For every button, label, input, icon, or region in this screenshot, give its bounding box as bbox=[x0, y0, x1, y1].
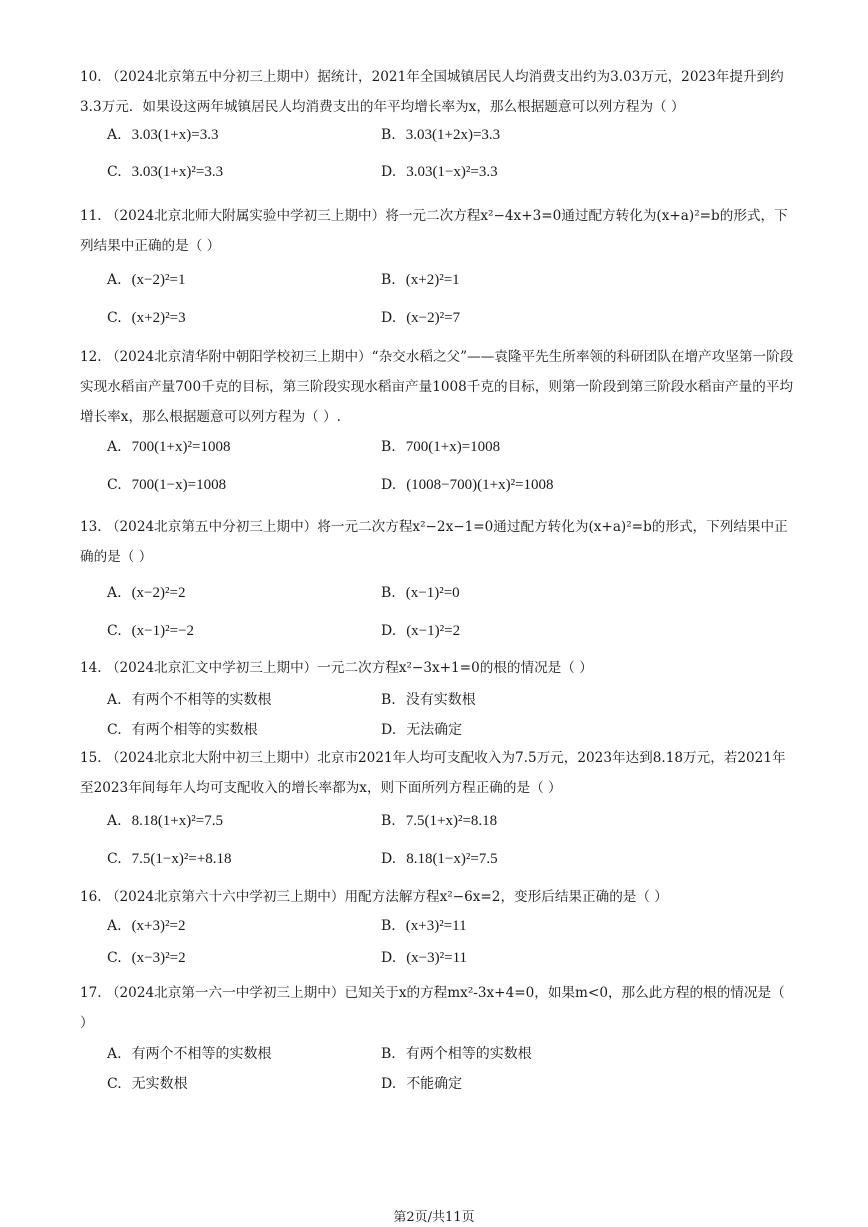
option-text: 700(1+x)=1008 bbox=[405, 439, 501, 455]
option-b bbox=[381, 439, 500, 456]
option-d bbox=[381, 623, 460, 640]
option-label: D. bbox=[381, 310, 397, 326]
option-text: (x−1)²=2 bbox=[406, 623, 461, 639]
option-d bbox=[381, 310, 460, 327]
question-stem: 12. （2024北京清华附中朝阳学校初三上期中）“杂交水稻之父”——袁隆平先生所率领的科研团队在增产攻坚第一阶段实现水稻亩产量700千克的目标，第三阶段实现水稻亩产量1008千克的目标，则第一阶段到第三阶段水稻亩产量的平均增长率x，那么根据题意可以列方程为（ ）. bbox=[80, 349, 794, 425]
option-c bbox=[107, 851, 232, 868]
option-d bbox=[381, 1073, 462, 1093]
option-text: 有两个不相等的实数根 bbox=[131, 692, 272, 708]
option-b bbox=[381, 689, 476, 709]
option-text: 有两个相等的实数根 bbox=[405, 1046, 532, 1062]
option-c bbox=[107, 623, 194, 640]
option-text: (x−1)²=−2 bbox=[131, 623, 195, 639]
option-label: D. bbox=[381, 477, 397, 493]
option-text: 700(1−x)=1008 bbox=[131, 477, 227, 493]
option-label: B. bbox=[381, 439, 396, 455]
option-label: A. bbox=[107, 585, 122, 601]
option-label: B. bbox=[381, 127, 396, 143]
question-stem: 17. （2024北京第一六一中学初三上期中）已知关于x的方程mx²-3x+4=0，如果m<0，那么此方程的根的情况是（ ） bbox=[80, 985, 785, 1031]
option-label: B. bbox=[381, 1046, 396, 1062]
option-text: 3.03(1−x)²=3.3 bbox=[406, 164, 498, 180]
option-c bbox=[107, 719, 258, 739]
question-11 bbox=[80, 201, 794, 261]
option-b bbox=[381, 918, 467, 935]
question-12 bbox=[80, 342, 794, 432]
option-b bbox=[381, 272, 460, 289]
option-text: (x−1)²=0 bbox=[405, 585, 460, 601]
option-label: B. bbox=[381, 692, 396, 708]
option-label: D. bbox=[381, 1076, 397, 1092]
option-d bbox=[381, 851, 498, 868]
question-17 bbox=[80, 978, 794, 1038]
option-d bbox=[381, 164, 498, 181]
option-a bbox=[107, 918, 185, 935]
option-d bbox=[381, 477, 554, 494]
option-label: C. bbox=[107, 477, 122, 493]
option-a bbox=[107, 127, 218, 144]
option-text: 3.03(1+2x)=3.3 bbox=[405, 127, 501, 143]
option-a bbox=[107, 813, 223, 830]
question-14 bbox=[80, 653, 794, 683]
question-stem: 14. （2024北京汇文中学初三上期中）一元二次方程x²−3x+1=0的根的情况是（ ） bbox=[80, 660, 593, 676]
option-text: (x+3)²=11 bbox=[405, 918, 467, 934]
option-a bbox=[107, 689, 272, 709]
option-label: B. bbox=[381, 918, 396, 934]
option-text: 7.5(1+x)²=8.18 bbox=[405, 813, 498, 829]
option-label: C. bbox=[107, 310, 122, 326]
option-label: A. bbox=[107, 1046, 122, 1062]
option-label: B. bbox=[381, 813, 396, 829]
option-label: C. bbox=[107, 722, 122, 738]
question-stem: 11. （2024北京北师大附属实验中学初三上期中）将一元二次方程x²−4x+3=0通过配方转化为(x+a)²=b的形式，下列结果中正确的是（ ） bbox=[80, 208, 788, 254]
option-text: 3.03(1+x)²=3.3 bbox=[131, 164, 224, 180]
option-text: (x−2)²=2 bbox=[131, 585, 186, 601]
option-label: B. bbox=[381, 585, 396, 601]
option-label: C. bbox=[107, 623, 122, 639]
option-b bbox=[381, 813, 497, 830]
option-label: D. bbox=[381, 722, 397, 738]
option-a bbox=[107, 439, 230, 456]
question-15 bbox=[80, 743, 794, 803]
option-text: (x+2)²=1 bbox=[405, 272, 460, 288]
option-label: C. bbox=[107, 1076, 122, 1092]
option-label: D. bbox=[381, 623, 397, 639]
option-text: (x−3)²=2 bbox=[131, 950, 186, 966]
option-c bbox=[107, 164, 223, 181]
option-text: (1008−700)(1+x)²=1008 bbox=[406, 477, 554, 493]
option-text: 8.18(1+x)²=7.5 bbox=[131, 813, 223, 829]
option-label: A. bbox=[107, 272, 122, 288]
option-a bbox=[107, 1043, 272, 1063]
page-footer: 第2页/共11页 bbox=[393, 1210, 475, 1225]
option-label: D. bbox=[381, 164, 397, 180]
option-a bbox=[107, 585, 185, 602]
option-label: C. bbox=[107, 950, 122, 966]
option-text: (x−2)²=1 bbox=[131, 272, 186, 288]
option-text: 7.5(1−x)²=+8.18 bbox=[131, 851, 232, 867]
option-d bbox=[381, 950, 467, 967]
option-label: C. bbox=[107, 164, 122, 180]
option-label: C. bbox=[107, 851, 122, 867]
option-text: 有两个不相等的实数根 bbox=[131, 1046, 272, 1062]
option-text: 没有实数根 bbox=[405, 692, 476, 708]
option-label: A. bbox=[107, 692, 122, 708]
option-text: 有两个相等的实数根 bbox=[131, 722, 258, 738]
option-text: 无法确定 bbox=[406, 722, 463, 738]
question-stem: 15. （2024北京北大附中初三上期中）北京市2021年人均可支配收入为7.5万元，2023年达到8.18万元，若2021年至2023年间每年人均可支配收入的增长率都为x，则下面所列方程正确的是（ ） bbox=[80, 750, 786, 796]
option-text: (x−3)²=11 bbox=[406, 950, 468, 966]
question-stem: 10. （2024北京第五中分初三上期中）据统计，2021年全国城镇居民人均消费支出约为3.03万元，2023年提升到约3.3万元．如果设这两年城镇居民人均消费支出的年平均增长率为x，那么根据题意可以列方程为（ ） bbox=[80, 69, 784, 115]
option-a bbox=[107, 272, 185, 289]
option-text: 无实数根 bbox=[131, 1076, 188, 1092]
option-b bbox=[381, 1043, 532, 1063]
question-stem: 13. （2024北京第五中分初三上期中）将一元二次方程x²−2x−1=0通过配方转化为(x+a)²=b的形式，下列结果中正确的是（ ） bbox=[80, 519, 788, 565]
option-c bbox=[107, 1073, 188, 1093]
option-text: (x+2)²=3 bbox=[131, 310, 186, 326]
option-c bbox=[107, 950, 186, 967]
option-label: D. bbox=[381, 851, 397, 867]
option-label: A. bbox=[107, 127, 122, 143]
question-13 bbox=[80, 512, 794, 572]
option-d bbox=[381, 719, 462, 739]
option-label: A. bbox=[107, 439, 122, 455]
option-b bbox=[381, 127, 500, 144]
option-c bbox=[107, 310, 186, 327]
option-text: 700(1+x)²=1008 bbox=[131, 439, 231, 455]
option-b bbox=[381, 585, 460, 602]
option-label: A. bbox=[107, 813, 122, 829]
option-text: 8.18(1−x)²=7.5 bbox=[406, 851, 498, 867]
question-10 bbox=[80, 62, 794, 122]
option-c bbox=[107, 477, 226, 494]
question-16 bbox=[80, 882, 794, 912]
option-text: (x+3)²=2 bbox=[131, 918, 186, 934]
option-text: 3.03(1+x)=3.3 bbox=[131, 127, 219, 143]
option-label: A. bbox=[107, 918, 122, 934]
option-label: D. bbox=[381, 950, 397, 966]
option-label: B. bbox=[381, 272, 396, 288]
option-text: 不能确定 bbox=[406, 1076, 463, 1092]
question-stem: 16. （2024北京第六十六中学初三上期中）用配方法解方程x²−6x=2，变形后结果正确的是（ ） bbox=[80, 889, 668, 905]
option-text: (x−2)²=7 bbox=[406, 310, 461, 326]
